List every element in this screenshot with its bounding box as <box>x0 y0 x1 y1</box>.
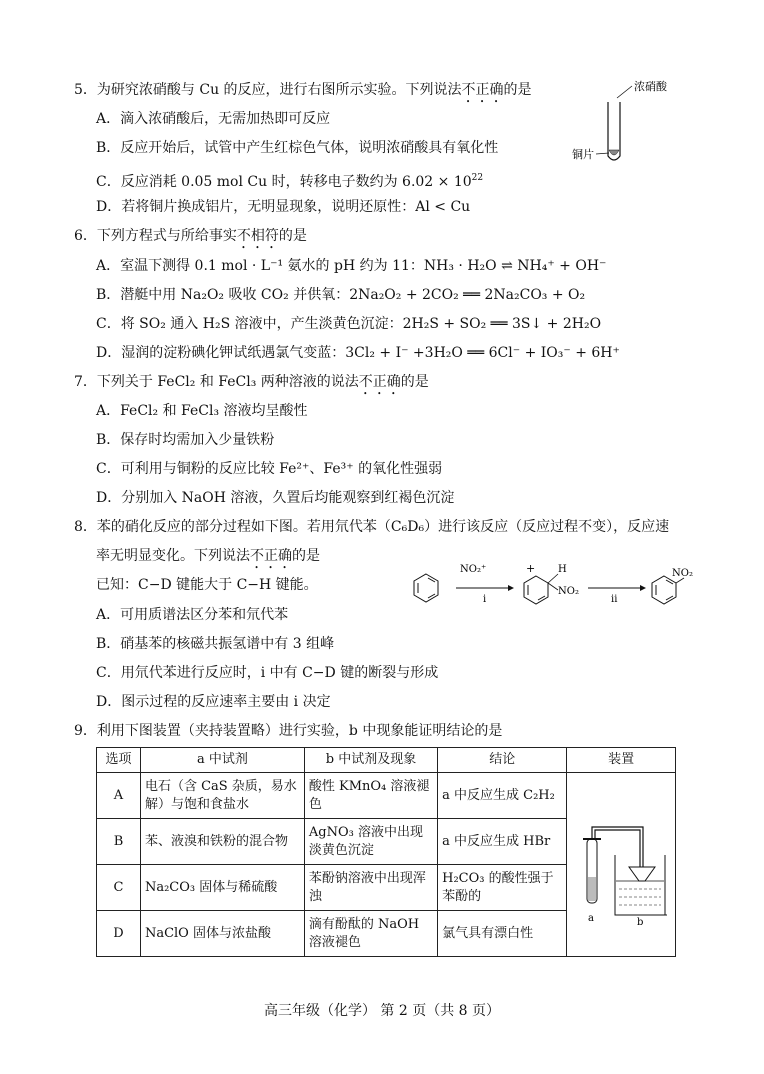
q6-option-b: B．潜艇中用 Na₂O₂ 吸收 CO₂ 并供氧：2Na₂O₂ + 2CO₂ ══ 2Na₂CO₃ + O₂ <box>96 287 586 303</box>
q9-stem: 9．利用下图装置（夹持装置略）进行实验，b 中现象能证明结论的是 <box>74 723 503 739</box>
intermediate-no2-label: NO₂ <box>558 586 579 597</box>
hydrogen-label: H <box>558 564 567 575</box>
row-a-reagent: NaClO 固体与浓盐酸 <box>140 911 304 957</box>
q5-option-d: D．若将铜片换成铝片，无明显现象，说明还原性：Al < Cu <box>96 199 471 215</box>
row-option: C <box>97 865 141 911</box>
row-conclusion: 氯气具有漂白性 <box>438 911 567 957</box>
row-option: D <box>97 911 141 957</box>
q8-option-a: A．可用质谱法区分苯和氘代苯 <box>96 607 289 623</box>
row-b-reagent: AgNO₃ 溶液中出现淡黄色沉淀 <box>304 819 437 865</box>
q6-option-a: A．室温下测得 0.1 mol · L⁻¹ 氨水的 pH 约为 11：NH₃ · H₂O ⇌ NH₄⁺ + OH⁻ <box>96 258 607 274</box>
q7-option-c: C．可利用与铜粉的反应比较 Fe²⁺、Fe³⁺ 的氧化性强弱 <box>96 461 443 477</box>
row-option: B <box>97 819 141 865</box>
header-b-reagent: b 中试剂及现象 <box>304 748 437 773</box>
q6-option-c: C．将 SO₂ 通入 H₂S 溶液中，产生淡黄色沉淀：2H₂S + SO₂ ══ 3S↓ + 2H₂O <box>96 316 602 332</box>
concentrated-nitric-acid-label: 浓硝酸 <box>634 80 667 93</box>
q8-option-c: C．用氘代苯进行反应时，i 中有 C−D 键的断裂与形成 <box>96 665 439 681</box>
row-a-reagent: Na₂CO₃ 固体与稀硫酸 <box>140 865 304 911</box>
header-apparatus: 装置 <box>567 748 676 773</box>
row-b-reagent: 酸性 KMnO₄ 溶液褪色 <box>304 773 437 819</box>
row-a-reagent: 电石（含 CaS 杂质，易水解）与饱和食盐水 <box>140 773 304 819</box>
q5-option-c: C．反应消耗 0.05 mol Cu 时，转移电子数约为 $6.02 \times 10^{22}$ <box>96 173 484 190</box>
q7-option-b: B．保存时均需加入少量铁粉 <box>96 432 275 448</box>
q5-option-a: A．滴入浓硝酸后，无需加热即可反应 <box>96 111 331 127</box>
benzene-structure <box>414 574 438 602</box>
q8-option-b: B．硝基苯的核磁共振氢谱中有 3 组峰 <box>96 636 335 652</box>
q7-stem: 7．下列关于 FeCl₂ 和 FeCl₃ 两种溶液的说法不正确的是 <box>74 374 429 390</box>
header-a-reagent: a 中试剂 <box>140 748 304 773</box>
q5-test-tube-figure <box>572 76 682 168</box>
nitrobenzene-structure <box>652 576 684 604</box>
step-i-label: i <box>483 594 487 605</box>
copper-sheet-label: 铜片 <box>572 148 594 161</box>
apparatus-cell <box>567 773 676 957</box>
header-conclusion: 结论 <box>438 748 567 773</box>
q9-table <box>96 747 676 957</box>
q8-stem-line1: 8．苯的硝化反应的部分过程如下图。若用氘代苯（C₆D₆）进行该反应（反应过程不变），反应速 <box>74 519 670 535</box>
q5-option-b: B．反应开始后，试管中产生红棕色气体，说明浓硝酸具有氧化性 <box>96 140 499 156</box>
step-ii-label: ii <box>611 594 618 605</box>
table-row <box>97 773 676 819</box>
product-no2-label: NO₂ <box>672 568 693 579</box>
q7-option-a: A．FeCl₂ 和 FeCl₃ 溶液均呈酸性 <box>96 403 308 419</box>
q8-nitration-scheme <box>408 556 698 626</box>
row-conclusion: H₂CO₃ 的酸性强于苯酚的 <box>438 865 567 911</box>
row-b-reagent: 苯酚钠溶液中出现浑浊 <box>304 865 437 911</box>
row-a-reagent: 苯、液溴和铁粉的混合物 <box>140 819 304 865</box>
q8-option-d: D．图示过程的反应速率主要由 i 决定 <box>96 694 331 710</box>
table-header-row <box>97 748 676 773</box>
row-option: A <box>97 773 141 819</box>
row-conclusion: a 中反应生成 HBr <box>438 819 567 865</box>
row-b-reagent: 滴有酚酞的 NaOH 溶液褪色 <box>304 911 437 957</box>
page-footer: 高三年级（化学） 第 2 页（共 8 页） <box>263 1003 501 1019</box>
row-conclusion: a 中反应生成 C₂H₂ <box>438 773 567 819</box>
apparatus-label-a: a <box>588 912 595 924</box>
q6-stem: 6．下列方程式与所给事实不相符的是 <box>74 228 307 244</box>
apparatus-diagram <box>575 797 667 927</box>
carbocation-plus: + <box>526 562 536 575</box>
q6-option-d: D．湿润的淀粉碘化钾试纸遇氯气变蓝：3Cl₂ + I⁻ +3H₂O ══ 6Cl⁻ + IO₃⁻ + 6H⁺ <box>96 345 620 361</box>
q5-stem: 5．为研究浓硝酸与 Cu 的反应，进行右图所示实验。下列说法不正确的是 <box>74 82 532 98</box>
q7-option-d: D．分别加入 NaOH 溶液，久置后均能观察到红褐色沉淀 <box>96 490 455 506</box>
nitronium-reagent-label: NO₂⁺ <box>460 564 487 575</box>
q8-stem-line2: 率无明显变化。下列说法不正确的是 <box>96 548 320 564</box>
header-option: 选项 <box>97 748 141 773</box>
apparatus-label-b: b <box>637 916 644 927</box>
sigma-complex-structure <box>524 574 558 604</box>
q8-known: 已知：C−D 键能大于 C−H 键能。 <box>96 577 318 593</box>
